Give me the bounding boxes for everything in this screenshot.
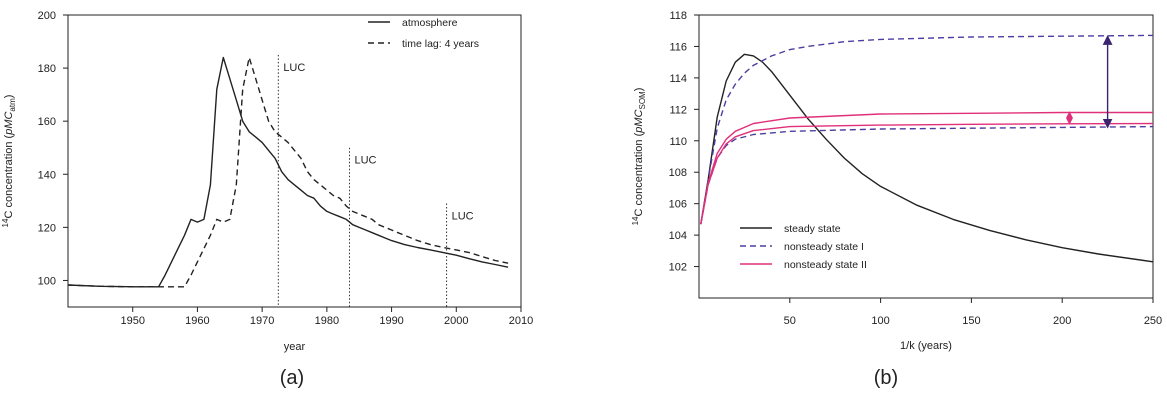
luc-label: LUC: [451, 210, 474, 223]
y-tick-label: 104: [668, 230, 687, 243]
y-tick-label: 118: [669, 10, 687, 22]
y-axis-label-close: ): [3, 94, 15, 99]
y-axis-label-sub: atm: [8, 98, 17, 112]
y-tick-label: 102: [668, 261, 687, 274]
y-axis-label-main: C concentration (: [633, 132, 645, 217]
y-axis-label-sup: 14: [1, 218, 10, 228]
luc-label: LUC: [283, 61, 306, 74]
plot-frame: [699, 15, 1153, 298]
y-tick-label: 110: [669, 135, 687, 148]
y-tick-label: 100: [37, 275, 56, 288]
x-tick-label: 1960: [185, 315, 210, 327]
x-tick-label: 100: [871, 315, 890, 327]
y-axis-label-italic: pMC: [3, 111, 15, 135]
x-tick-label: 2000: [444, 315, 469, 327]
legend-label: nonsteady state II: [784, 259, 867, 271]
legend-label: atmosphere: [402, 17, 458, 29]
x-tick-label: 200: [1053, 315, 1072, 327]
x-tick-label: 2010: [508, 315, 534, 327]
y-tick-label: 114: [669, 72, 687, 85]
y-tick-label: 160: [37, 116, 56, 129]
y-axis-label-main: C concentration (: [3, 134, 15, 219]
y-axis-label-sub: SOM: [638, 91, 647, 110]
x-tick-label: 1980: [314, 315, 340, 327]
y-tick-label: 112: [669, 104, 687, 117]
y-axis-label-close: ): [633, 87, 645, 92]
plot-frame: [68, 15, 521, 307]
x-tick-label: 150: [962, 315, 981, 327]
y-axis-label: [1, 95, 17, 228]
series-line: [701, 54, 1153, 261]
legend-label: time lag: 4 years: [402, 38, 480, 50]
y-axis-label-sup: 14: [631, 216, 640, 226]
x-tick-label: 1990: [379, 315, 404, 327]
luc-label: LUC: [354, 154, 377, 167]
legend-label: nonsteady state I: [784, 241, 864, 253]
y-tick-label: 200: [37, 10, 56, 22]
y-tick-label: 120: [37, 222, 56, 235]
panel-label: (b): [873, 367, 899, 389]
chart-panel-b: [631, 10, 1162, 389]
x-tick-label: 50: [783, 315, 796, 327]
series-line: [68, 58, 508, 287]
y-axis-label: [631, 88, 647, 226]
y-tick-label: 108: [668, 167, 687, 180]
y-tick-label: 106: [668, 198, 687, 211]
x-axis-label: 1/k (years): [900, 340, 952, 352]
y-tick-label: 180: [37, 63, 56, 76]
series-line: [701, 35, 1153, 224]
y-tick-label: 140: [37, 169, 56, 182]
x-tick-label: 1970: [249, 315, 275, 327]
panel-label: (a): [279, 367, 305, 389]
x-axis-label: year: [283, 341, 306, 353]
x-tick-label: 1950: [120, 315, 145, 327]
y-tick-label: 116: [669, 41, 687, 54]
x-tick-label: 250: [1143, 315, 1163, 327]
legend-label: steady state: [784, 223, 841, 235]
chart-panel-a: [1, 10, 533, 389]
y-axis-label-italic: pMC: [633, 109, 645, 133]
